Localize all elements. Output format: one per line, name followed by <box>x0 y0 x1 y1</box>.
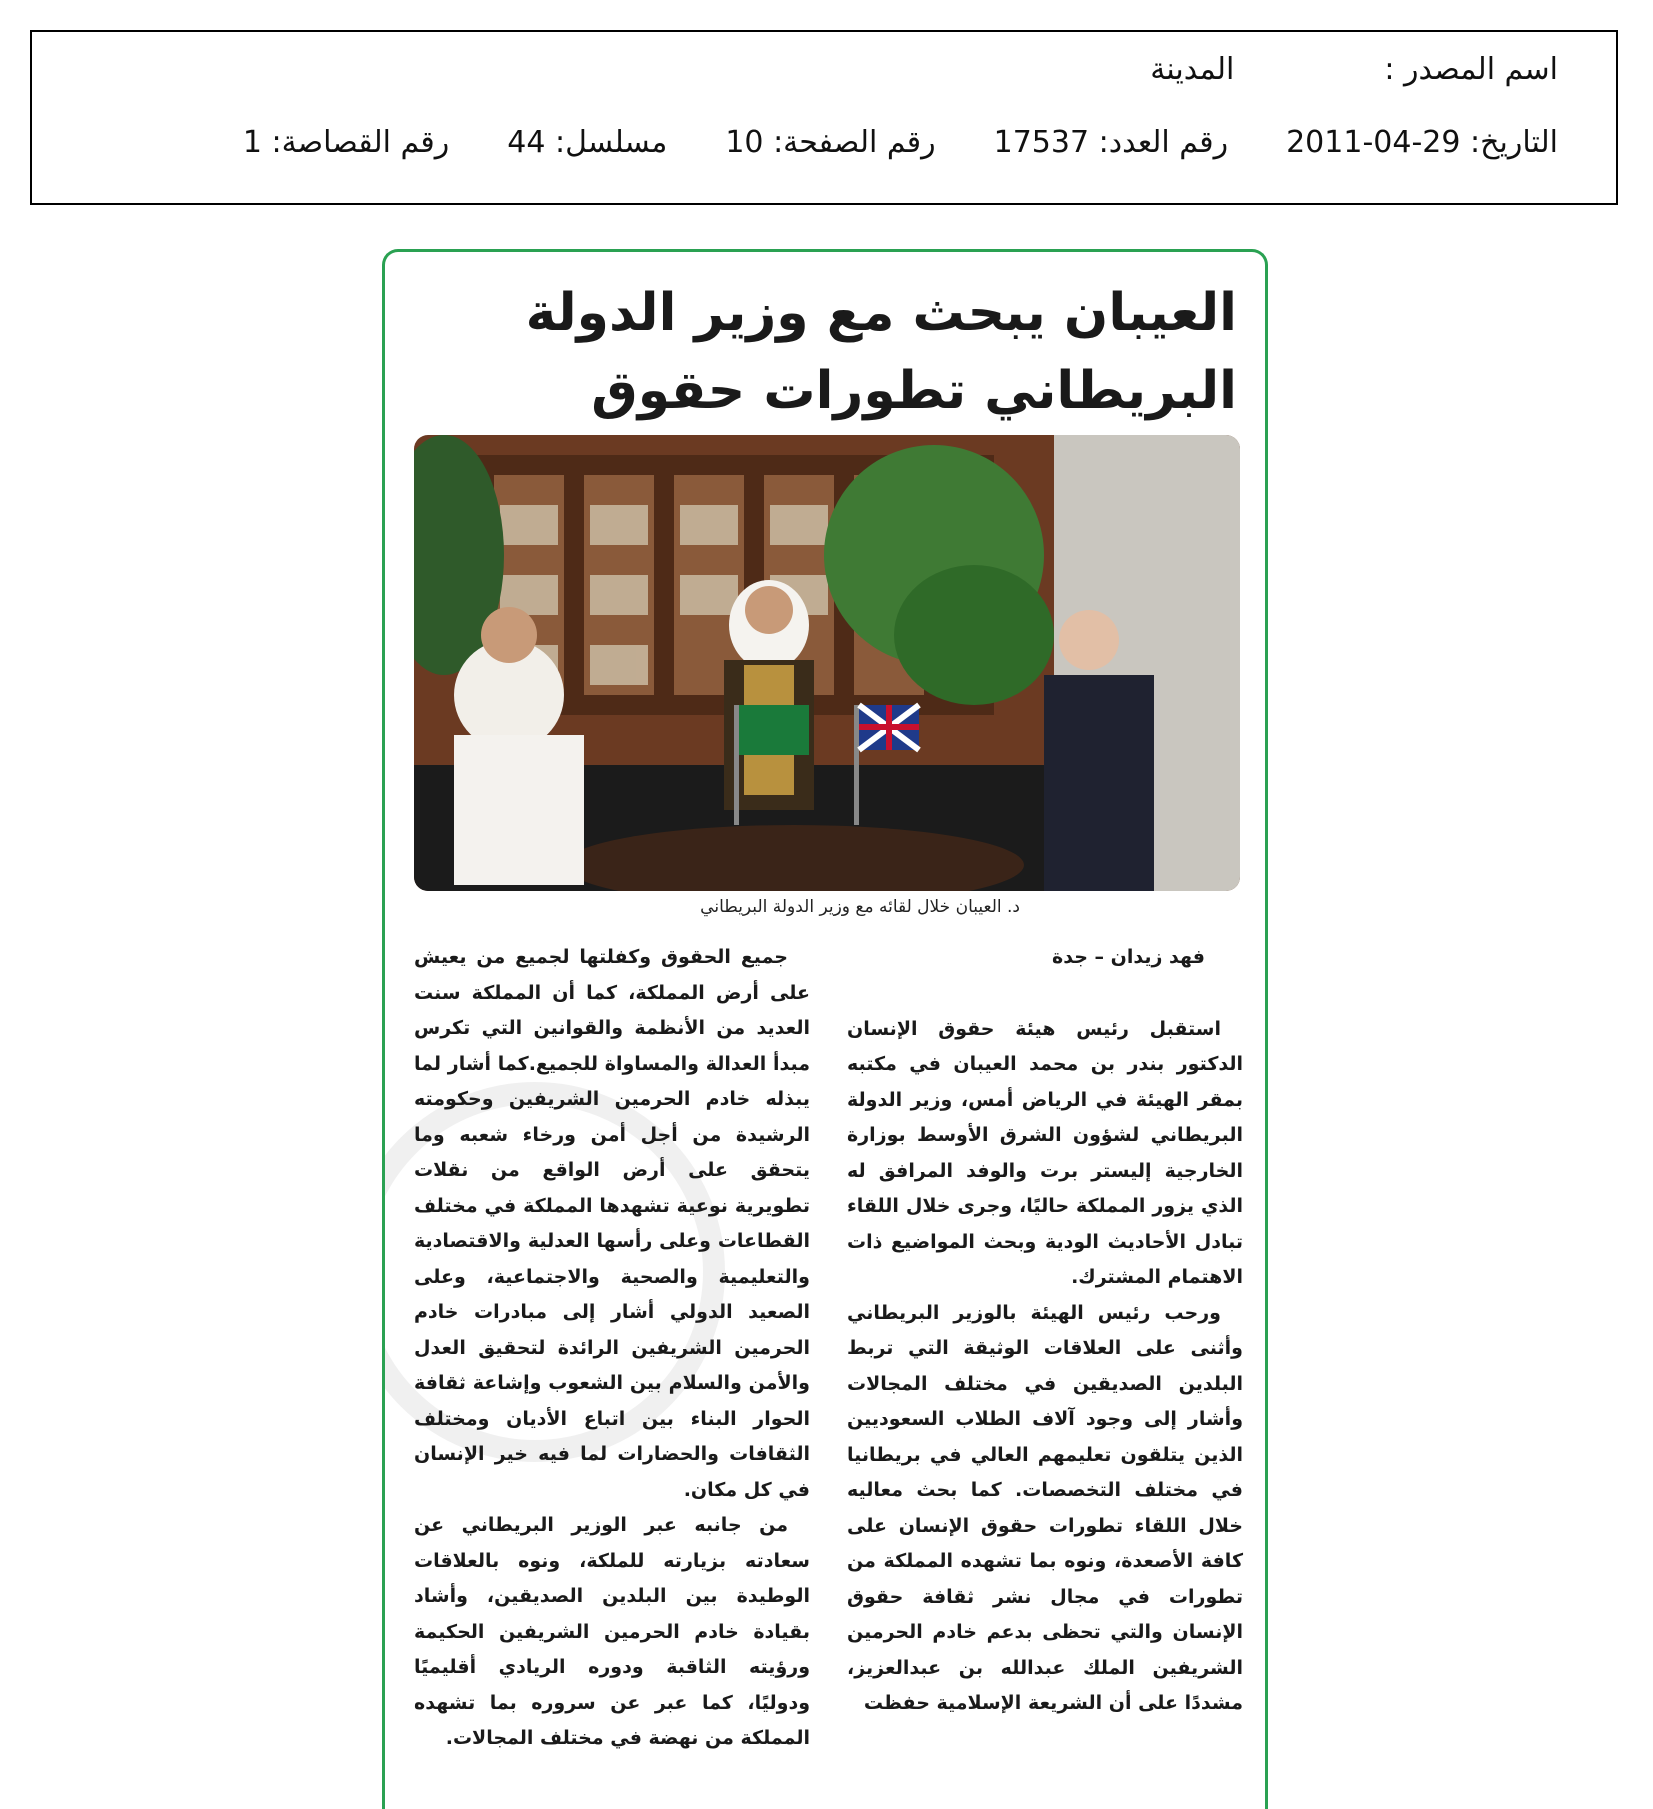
paragraph: من جانبه عبر الوزير البريطاني عن سعادته بزيارته للملكة، ونوه بالعلاقات الوطيدة بين البلدين الصديقين، وأشاد بقيادة خادم الحرمين الشريفين الحكيمة ورؤيته الثاقبة ودوره الريادي أقليميًا ودوليًا، كما عبر عن سروره بما تشهده المملكة من نهضة في مختلف المجالات. <box>414 1514 810 1749</box>
details-row <box>243 125 1558 160</box>
article-column-right <box>847 940 1243 1722</box>
clip-number: رقم القصاصة: 1 <box>242 125 450 160</box>
newspaper-clipping <box>382 249 1268 1809</box>
article-photo <box>414 435 1240 891</box>
headline-line-2: البريطاني تطورات حقوق <box>591 361 1237 421</box>
byline: فهد زيدان – جدة <box>1052 946 1205 968</box>
page-number: رقم الصفحة: 10 <box>725 125 936 160</box>
article-column-left <box>414 940 810 1757</box>
paragraph: جميع الحقوق وكفلتها لجميع من يعيش على أرض المملكة، كما أن المملكة سنت العديد من الأنظمة والقوانين التي تكرس مبدأ العدالة والمساواة للجميع.كما أشار لما يبذله خادم الحرمين الشريفين وحكومته الرشيدة من أجل أمن ورخاء شعبه وما يتحقق على أرض الواقع من نقلات تطويرية نوعية تشهدها المملكة في مختلف القطاعات وعلى رأسها العدلية والاقتصادية والتعليمية والصحية والاجتماعية، وعلى الصعيد الدولي أشار إلى مبادرات خادم الحرمين الشريفين الرائدة لتحقيق العدل والأمن والسلام بين الشعوب وإشاعة ثقافة الحوار البناء بين اتباع الأديان ومختلف الثقافات والحضارات لما فيه خير الإنسان في كل مكان. <box>414 946 810 1501</box>
meeting-photo-illustration <box>414 435 1240 891</box>
serial-number: مسلسل: 44 <box>507 125 668 160</box>
source-value: المدينة <box>1150 52 1235 87</box>
source-row <box>1150 52 1558 87</box>
paragraph: ورحب رئيس الهيئة بالوزير البريطاني وأثنى على العلاقات الوثيقة التي تربط البلدين الصديقين في مختلف المجالات وأشار إلى وجود آلاف الطلاب السعوديين الذين يتلقون تعليمهم العالي في بريطانيا في مختلف التخصصات. كما بحث معاليه خلال اللقاء تطورات حقوق الإنسان على كافة الأصعدة، ونوه بما تشهده المملكة من تطورات في مجال نشر ثقافة حقوق الإنسان والتي تحظى بدعم خادم الحرمين الشريفين الملك عبدالله بن عبدالعزيز، مشددًا على أن الشريعة الإسلامية حفظت <box>847 1301 1243 1714</box>
headline-line-1: العيبان يبحث مع وزير الدولة <box>525 283 1237 343</box>
issue-number: رقم العدد: 17537 <box>993 125 1229 160</box>
photo-caption: د. العيبان خلال لقائه مع وزير الدولة البريطاني <box>700 897 1020 917</box>
paragraph: استقبل رئيس هيئة حقوق الإنسان الدكتور بندر بن محمد العيبان في مكتبه بمقر الهيئة في الرياض أمس، وزير الدولة البريطاني لشؤون الشرق الأوسط بوزارة الخارجية إليستر برت والوفد المرافق له الذي يزور المملكة حاليًا، وجرى خلال اللقاء تبادل الأحاديث الودية وبحث المواضيع ذات الاهتمام المشترك. <box>847 1017 1243 1288</box>
date-field: التاريخ: 29-04-2011 <box>1286 125 1558 160</box>
source-label: اسم المصدر : <box>1384 52 1558 87</box>
clipping-metadata-box <box>30 30 1618 205</box>
